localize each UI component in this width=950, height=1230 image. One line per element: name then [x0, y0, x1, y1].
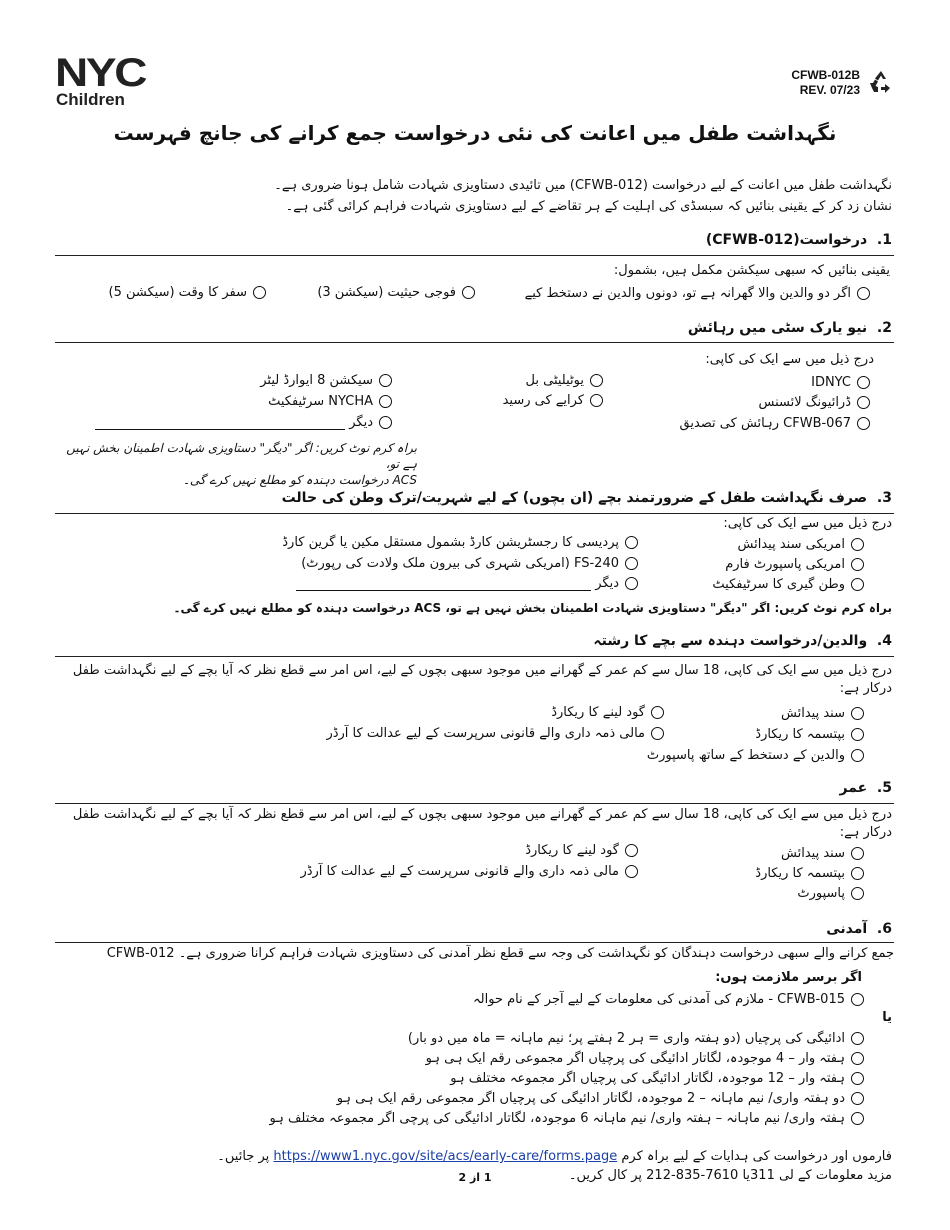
radio-button[interactable] [851, 1072, 864, 1085]
s4-option-passport-with-parent-signature[interactable] [647, 748, 864, 763]
option-label: سیکشن 8 ایوارڈ لیٹر [260, 373, 373, 388]
radio-button[interactable] [851, 993, 864, 1006]
radio-button[interactable] [857, 287, 870, 300]
section-6-heading [52, 921, 892, 937]
s5-option-passport[interactable] [797, 886, 864, 901]
option-label: دو ہفتہ واری/ نیم ماہانہ – 2 موجودہ، لگاتار ادائیگی کی پرچیاں اگر مجموعی رقم ایک ہی ہو [336, 1091, 845, 1106]
s1-option-travel-time[interactable] [109, 285, 267, 300]
option-label: سند پیدائش [781, 706, 845, 721]
section-2-heading [52, 320, 892, 336]
option-label: FS-240 (امریکی شہری کی بیرون ملک ولادت کی رپورٹ) [301, 556, 619, 571]
s4-option-court-order[interactable] [326, 726, 664, 741]
option-label: CFWB-067 رہائش کی تصدیق [679, 416, 851, 431]
s6-option-cfwb-015[interactable] [473, 992, 864, 1007]
s6-option-weekly-4[interactable] [426, 1051, 864, 1066]
section-2-rule [55, 342, 894, 343]
option-label: کرایے کی رسید [502, 393, 584, 408]
page-title: نگہداشت طفل میں اعانت کی نئی درخواست جمع کرانے کی جانچ فہرست [113, 121, 837, 145]
section-6-or-label: یا [882, 1010, 892, 1025]
option-label: امریکی سند پیدائش [737, 537, 845, 552]
s1-option-both-parents[interactable] [525, 286, 870, 301]
section-3-note: براہ کرم نوٹ کریں: اگر "دیگر" دستاویزی شہادت اطمینان بخش نہیں ہے تو، ACS درخواست دہندہ کو مطلع نہیں کرے گی۔ [173, 601, 892, 615]
page-number: 1 از 2 [458, 1171, 492, 1184]
radio-button[interactable] [851, 749, 864, 762]
forms-page-link[interactable]: https://www1.nyc.gov/site/acs/early-care/forms.page [273, 1149, 618, 1164]
radio-button[interactable] [851, 1112, 864, 1125]
section-1-title: درخواست(CFWB-012) [705, 232, 868, 248]
s3-option-us-birth-certificate[interactable] [738, 537, 864, 552]
s3-option-other[interactable] [296, 576, 638, 591]
s3-option-fs-240[interactable] [301, 556, 638, 571]
option-label: پاسپورٹ [797, 886, 845, 901]
option-label: سند پیدائش [781, 846, 845, 861]
section-4-prompt: درج ذیل میں سے ایک کی کاپی، 18 سال سے کم عمر کے گھرانے میں موجود سبھی بچوں کے لیے، اس امر سے قطع نظر کہ آیا بچے کے لیے نگہداشت طفل درکار ہے: [72, 663, 892, 696]
s3-option-alien-registration-card[interactable] [282, 535, 638, 550]
section-3-heading [52, 490, 892, 506]
section-3-title: صرف نگہداشت طفل کے ضرورتمند بچے (ان بچوں) کے لیے شہریت/ترک وطن کی حالت [281, 490, 868, 506]
radio-button[interactable] [625, 844, 638, 857]
footer-phone-line: مزید معلومات کے لی 311یا 7610-835-212 پر کال کریں۔ [568, 1168, 892, 1183]
section-1-number: 1. [876, 232, 892, 248]
radio-button[interactable] [851, 707, 864, 720]
s5-option-adoption-record[interactable] [525, 843, 638, 858]
section-5-rule [55, 803, 894, 804]
s2-option-other[interactable] [95, 415, 392, 430]
section-4-title: والدین/درخواست دہندہ سے بچے کا رشتہ [593, 633, 868, 649]
footer-forms-post: پر جائیں۔ [217, 1149, 270, 1164]
option-label: دیگر [349, 415, 373, 430]
section-4-number: 4. [876, 633, 892, 649]
section-3-number: 3. [876, 490, 892, 506]
option-label: سفر کا وقت (سیکشن 5) [108, 285, 247, 300]
section-1-heading [52, 232, 892, 248]
radio-button[interactable] [857, 376, 870, 389]
form-code: CFWB-012B [791, 68, 860, 82]
form-code-block [791, 68, 860, 98]
s2-option-idnyc[interactable] [811, 375, 870, 390]
section-2-title: نیو یارک سٹی میں رہائش [687, 320, 868, 336]
s6-option-biweekly-6[interactable] [270, 1111, 865, 1126]
option-label: IDNYC [811, 375, 851, 390]
option-label: گود لینے کا ریکارڈ [551, 705, 645, 720]
section-2-note [57, 440, 417, 488]
section-5-prompt: درج ذیل میں سے ایک کی کاپی، 18 سال سے کم عمر کے گھرانے میں موجود سبھی بچوں کے لیے، اس امر سے قطع نظر کہ آیا بچے کے لیے نگہداشت طفل درکار ہے: [72, 807, 892, 840]
section-4-rule [55, 656, 894, 657]
s2-other-input[interactable] [95, 417, 345, 430]
section-3-prompt: درج ذیل میں سے ایک کی کاپی: [723, 516, 892, 531]
section-2-note-line-2: ACS درخواست دہندہ کو مطلع نہیں کرے گی۔ [182, 473, 417, 487]
s2-option-rent-receipt[interactable] [503, 393, 603, 408]
section-1-prompt: یقینی بنائیں کہ سبھی سیکشن مکمل ہیں، بشمول: [613, 263, 890, 278]
s3-option-us-passport[interactable] [725, 557, 864, 572]
section-4-heading [52, 633, 892, 649]
radio-button[interactable] [651, 706, 664, 719]
s6-option-pay-stubs[interactable] [408, 1031, 864, 1046]
nyc-logo-subtitle: Children [56, 90, 125, 109]
form-revision: REV. 07/23 [799, 83, 860, 97]
s4-option-birth-certificate[interactable] [781, 706, 864, 721]
section-5-heading [52, 780, 892, 796]
section-5-number: 5. [876, 780, 892, 796]
radio-button[interactable] [379, 416, 392, 429]
footer-forms-line [217, 1149, 892, 1164]
section-6-title: آمدنی [826, 921, 868, 937]
s5-option-court-order[interactable] [300, 864, 638, 879]
radio-button[interactable] [379, 395, 392, 408]
option-label: بپتسمہ کا ریکارڈ [755, 727, 845, 742]
radio-button[interactable] [253, 286, 266, 299]
radio-button[interactable] [851, 558, 864, 571]
option-label: ہفتہ وار – 4 موجودہ، لگاتار ادائیگی کی پرچیاں اگر مجموعی رقم ایک ہی ہو [425, 1051, 845, 1066]
option-label: CFWB-015 - ملازم کی آمدنی کی معلومات کے لیے آجر کے نام حوالہ [473, 992, 845, 1007]
s5-option-baptism-record[interactable] [755, 866, 864, 881]
intro-line-1: نگہداشت طفل میں اعانت کے لیے درخواست (CFWB-012) میں تائیدی دستاویزی شہادت شامل ہونا ضروری ہے۔ [274, 178, 892, 193]
section-2-prompt: درج ذیل میں سے ایک کی کاپی: [705, 352, 874, 367]
option-label: ہفتہ واری/ نیم ماہانہ – ہفتہ واری/ نیم ماہانہ 6 موجودہ، لگاتار ادائیگی کی پرچی اگر مجموعہ مختلف ہو [269, 1111, 845, 1126]
radio-button[interactable] [851, 578, 864, 591]
option-label: دیگر [595, 576, 619, 591]
s4-option-baptism-record[interactable] [755, 727, 864, 742]
radio-button[interactable] [590, 394, 603, 407]
recycle-icon [867, 68, 895, 96]
radio-button[interactable] [625, 865, 638, 878]
option-label: مالی ذمہ داری والے قانونی سرپرست کے لیے عدالت کا آرڈر [326, 726, 645, 741]
radio-button[interactable] [851, 887, 864, 900]
radio-button[interactable] [851, 1052, 864, 1065]
nyc-logo: NYC [55, 51, 146, 95]
section-2-note-line-1: براہ کرم نوٹ کریں: اگر "دیگر" دستاویزی شہادت اطمینان بخش نہیں ہے تو، [66, 441, 417, 471]
radio-button[interactable] [851, 538, 864, 551]
s2-option-nycha-certificate[interactable] [268, 394, 392, 409]
s1-option-military-status[interactable] [317, 285, 475, 300]
section-6-subhead: اگر برسر ملازمت ہوں: [715, 970, 862, 985]
section-1-rule [55, 255, 894, 256]
section-2-number: 2. [876, 320, 892, 336]
option-label: بپتسمہ کا ریکارڈ [755, 866, 845, 881]
section-3-rule [55, 513, 894, 514]
s3-other-input[interactable] [296, 578, 591, 591]
option-label: امریکی پاسپورٹ فارم [725, 557, 845, 572]
s2-option-cfwb-067[interactable] [680, 416, 871, 431]
radio-button[interactable] [851, 847, 864, 860]
s2-option-drivers-license[interactable] [759, 395, 870, 410]
s2-option-section8-letter[interactable] [260, 373, 392, 388]
option-label: وطن گیری کا سرٹیفکیٹ [712, 577, 845, 592]
radio-button[interactable] [851, 1092, 864, 1105]
radio-button[interactable] [462, 286, 475, 299]
s2-option-utility-bill[interactable] [526, 373, 603, 388]
radio-button[interactable] [857, 417, 870, 430]
option-label: پردیسی کا رجسٹریشن کارڈ بشمول مستقل مکین یا گرین کارڈ [282, 535, 619, 550]
radio-button[interactable] [851, 728, 864, 741]
option-label: والدین کے دستخط کے ساتھ پاسپورٹ [646, 748, 845, 763]
s6-option-biweekly-2[interactable] [337, 1091, 864, 1106]
radio-button[interactable] [625, 557, 638, 570]
section-6-number: 6. [876, 921, 892, 937]
footer-forms-pre: فارموں اور درخواست کی ہدایات کے لیے براہ کرم [621, 1149, 892, 1164]
option-label: فوجی حیثیت (سیکشن 3) [317, 285, 456, 300]
radio-button[interactable] [851, 867, 864, 880]
option-label: یوٹیلیٹی بل [525, 373, 584, 388]
option-label: NYCHA سرٹیفکیٹ [268, 394, 373, 409]
s3-option-naturalization-certificate[interactable] [712, 577, 864, 592]
radio-button[interactable] [590, 374, 603, 387]
s5-option-birth-certificate[interactable] [781, 846, 864, 861]
section-5-title: عمر [839, 780, 868, 796]
option-label: ڈرائیونگ لائسنس [758, 395, 851, 410]
radio-button[interactable] [851, 1032, 864, 1045]
option-label: مالی ذمہ داری والے قانونی سرپرست کے لیے عدالت کا آرڈر [300, 864, 619, 879]
s4-option-adoption-record[interactable] [551, 705, 664, 720]
radio-button[interactable] [857, 396, 870, 409]
section-6-rule [55, 942, 894, 943]
radio-button[interactable] [651, 727, 664, 740]
option-label: اگر دو والدین والا گھرانہ ہے تو، دونوں والدین نے دستخط کیے [524, 286, 851, 301]
radio-button[interactable] [625, 536, 638, 549]
radio-button[interactable] [625, 577, 638, 590]
option-label: گود لینے کا ریکارڈ [525, 843, 619, 858]
option-label: ہفتہ وار – 12 موجودہ، لگاتار ادائیگی کی پرچیاں اگر مجموعہ مختلف ہو [450, 1071, 845, 1086]
option-label: ادائیگی کی پرچیاں (دو ہفتہ واری = ہر 2 ہفتے پر؛ نیم ماہانہ = ماہ میں دو بار) [407, 1031, 845, 1046]
s6-option-weekly-12[interactable] [450, 1071, 864, 1086]
intro-line-2: نشان زد کر کے یقینی بنائیں کہ سبسڈی کی اہلیت کے ہر تقاضے کے لیے دستاویزی شہادت فراہم کرائی گئی ہے۔ [285, 199, 892, 214]
section-6-prompt: CFWB-012 جمع کرانے والے سبھی درخواست دہندگان کو نگہداشت کی وجہ سے قطع نظر آمدنی کی دستاویزی شہادت فراہم کرانا ضروری ہے۔ [106, 946, 894, 961]
radio-button[interactable] [379, 374, 392, 387]
